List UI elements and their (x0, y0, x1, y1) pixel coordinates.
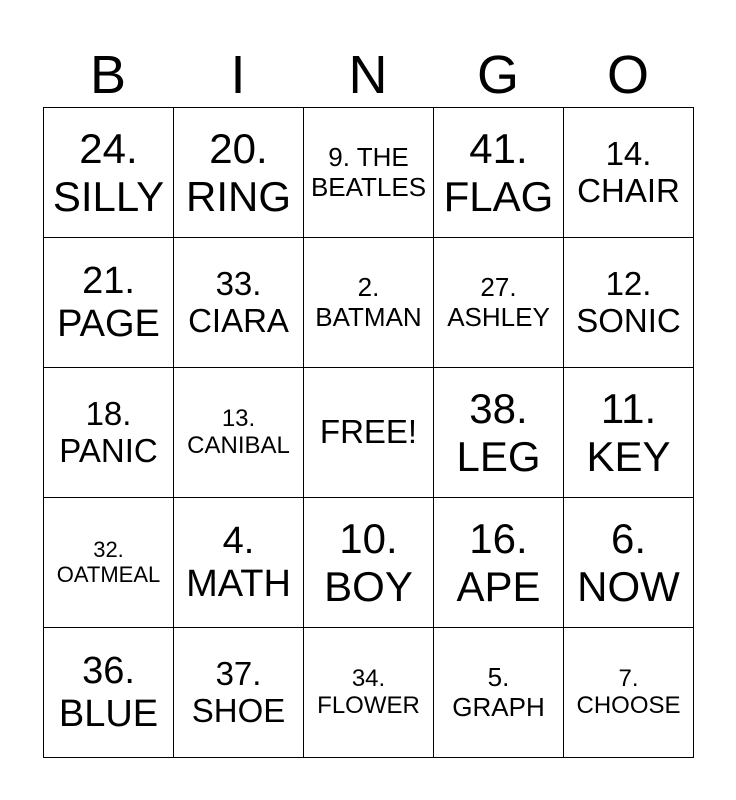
bingo-board (43, 107, 694, 758)
cell-number: 14. (605, 134, 652, 172)
cell-word: BLUE (58, 692, 159, 735)
cell-word: SONIC (576, 301, 681, 339)
bingo-cell (564, 108, 694, 238)
bingo-cell (304, 238, 434, 368)
bingo-cell (44, 368, 174, 498)
cell-word: MATH (186, 562, 291, 605)
header-letter-g: G (476, 45, 519, 105)
cell-number: 38. (469, 385, 528, 433)
cell-word: APE (456, 562, 541, 610)
cell-number: 37. (215, 654, 262, 692)
bingo-cell (564, 238, 694, 368)
cell-number: 6. (610, 515, 647, 563)
header-letter-o: O (606, 45, 649, 105)
cell-number: 11. (600, 385, 657, 433)
free-space-cell (304, 368, 434, 498)
cell-word: BEATLES (310, 171, 427, 202)
bingo-cell (564, 368, 694, 498)
bingo-cell (44, 238, 174, 368)
cell-word: CIARA (188, 301, 289, 339)
cell-word: PAGE (57, 302, 160, 345)
cell-word: BATMAN (315, 301, 422, 332)
cell-number: 9. THE (328, 142, 409, 173)
bingo-cell (44, 498, 174, 628)
bingo-cell (174, 628, 304, 758)
bingo-cell (564, 498, 694, 628)
bingo-cell (174, 108, 304, 238)
bingo-cell (434, 498, 564, 628)
bingo-cell (44, 628, 174, 758)
cell-number: 16. (469, 515, 528, 563)
cell-number: 34. (351, 664, 386, 692)
bingo-cell (434, 368, 564, 498)
cell-number: 27. (480, 272, 517, 303)
cell-word: SHOE (191, 691, 286, 729)
bingo-cell (304, 628, 434, 758)
cell-word: CHOOSE (576, 691, 681, 719)
cell-number: 10. (339, 515, 398, 563)
cell-number: 21. (82, 259, 135, 302)
free-space-label: FREE! (319, 413, 418, 451)
cell-word: PANIC (59, 431, 158, 469)
cell-word: GRAPH (452, 691, 545, 722)
cell-number: 20. (209, 125, 268, 173)
bingo-cell (564, 628, 694, 758)
cell-number: 7. (618, 664, 639, 692)
cell-word: FLOWER (317, 691, 420, 719)
cell-number: 12. (605, 264, 652, 302)
cell-number: 13. (221, 404, 256, 432)
cell-number: 41. (469, 125, 528, 173)
cell-word: CHAIR (577, 171, 680, 209)
bingo-cell (174, 368, 304, 498)
header-letter-n: N (348, 45, 388, 105)
bingo-cell (304, 498, 434, 628)
cell-word: LEG (456, 432, 541, 480)
cell-number: 4. (222, 519, 255, 562)
cell-word: RING (186, 172, 291, 220)
cell-number: 5. (487, 662, 510, 693)
cell-word: BOY (324, 562, 413, 610)
cell-word: OATMEAL (56, 561, 161, 587)
header-letter-b: B (89, 45, 127, 105)
cell-number: 33. (215, 264, 262, 302)
cell-word: KEY (586, 432, 671, 480)
bingo-cell (434, 108, 564, 238)
bingo-cell (174, 238, 304, 368)
bingo-header (43, 44, 693, 106)
bingo-cell (434, 628, 564, 758)
bingo-cell (434, 238, 564, 368)
bingo-cell (304, 108, 434, 238)
cell-word: FLAG (443, 172, 554, 220)
cell-number: 36. (82, 649, 135, 692)
cell-word: CANIBAL (187, 431, 290, 459)
bingo-cell (44, 108, 174, 238)
bingo-cell (174, 498, 304, 628)
cell-word: SILLY (52, 172, 165, 220)
cell-number: 18. (85, 394, 132, 432)
cell-number: 32. (93, 536, 124, 562)
cell-word: NOW (577, 562, 680, 610)
cell-number: 24. (79, 125, 138, 173)
cell-word: ASHLEY (447, 301, 550, 332)
cell-number: 2. (357, 272, 380, 303)
header-letter-i: I (230, 45, 246, 105)
